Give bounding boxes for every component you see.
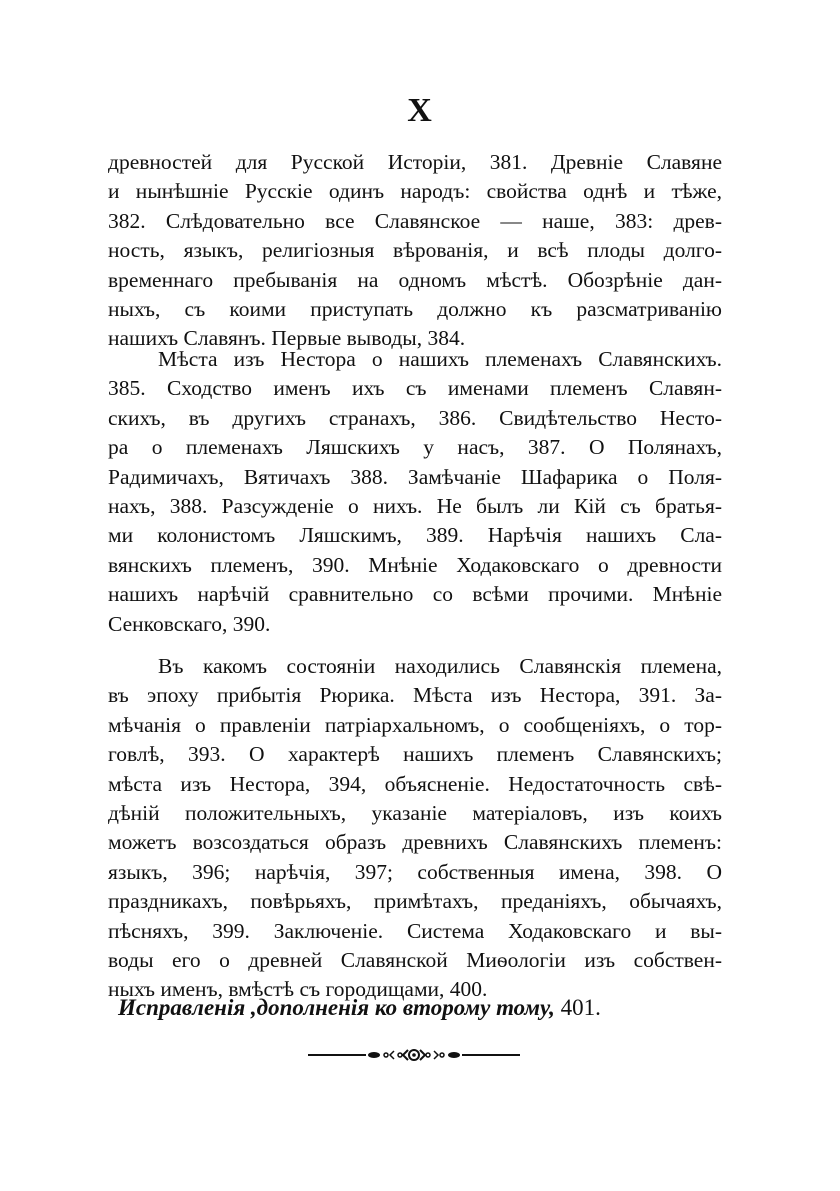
text-line: воды его о древней Славянской Миѳологіи изъ собствен-	[108, 948, 722, 973]
text-line: ра о племенахъ Ляшскихъ у насъ, 387. О Полянахъ,	[108, 435, 722, 460]
text-line: Мѣста изъ Нестора о нашихъ племенахъ Славянскихъ.	[158, 347, 722, 371]
paragraph-1	[108, 148, 722, 354]
text-line: ныхъ, съ коими приступать должно къ разсматриванію	[108, 297, 722, 322]
text-line: нашихъ Славянъ. Первые выводы, 384.	[108, 326, 466, 351]
text-line: временнаго пребыванія на одномъ мѣстѣ. Обозрѣніе дан-	[108, 267, 722, 292]
corrections-title: Исправленія ,дополненія ко второму тому,	[118, 995, 555, 1020]
text-line: 385. Сходство именъ ихъ съ именами племенъ Славян-	[108, 376, 722, 401]
text-line: скихъ, въ другихъ странахъ, 386. Свидѣтельство Несто-	[108, 405, 722, 430]
paragraph-2	[108, 345, 722, 639]
text-line: мѣста изъ Нестора, 394, объясненіе. Недостаточность свѣ-	[108, 771, 722, 796]
page-number: X	[407, 92, 433, 129]
text-line: древностей для Русской Исторіи, 381. Древніе Славяне	[108, 150, 722, 174]
text-line: Радимичахъ, Вятичахъ 388. Замѣчаніе Шафарика о Поля-	[108, 464, 722, 489]
printer-ornament-icon	[308, 1045, 520, 1065]
text-line: и нынѣшніе Русскіе одинъ народъ: свойства однѣ и тѣже,	[108, 179, 722, 204]
text-line: ми колонистомъ Ляшскимъ, 389. Нарѣчія нашихъ Сла-	[108, 523, 722, 548]
text-line: вянскихъ племенъ, 390. Мнѣніе Ходаковскаго о древности	[108, 552, 722, 577]
text-line: ныхъ именъ, вмѣстѣ съ городищами, 400.	[108, 977, 488, 1002]
corrections-page: 401.	[560, 995, 601, 1020]
text-line: нашихъ нарѣчій сравнительно со всѣми прочими. Мнѣніе	[108, 582, 722, 607]
text-line: ность, языкъ, религіозныя вѣрованія, и всѣ плоды долго-	[108, 238, 722, 263]
paragraph-3	[108, 652, 722, 1005]
text-line: праздникахъ, повѣрьяхъ, примѣтахъ, преданіяхъ, обычаяхъ,	[108, 889, 722, 914]
text-line: языкъ, 396; нарѣчія, 397; собственныя имена, 398. О	[108, 859, 722, 884]
text-line: Въ какомъ состояніи находились Славянскія племена,	[158, 654, 722, 678]
text-line: дѣній положительныхъ, указаніе матеріаловъ, изъ коихъ	[108, 801, 722, 826]
text-line: 382. Слѣдовательно все Славянское — наше, 383: древ-	[108, 208, 722, 233]
text-line: говлѣ, 393. О характерѣ нашихъ племенъ Славянскихъ;	[108, 742, 722, 767]
text-line: можетъ возсоздаться образъ древнихъ Славянскихъ племенъ:	[108, 830, 722, 855]
text-line: пѣсняхъ, 399. Заключеніе. Система Ходаковскаго и вы-	[108, 918, 722, 943]
text-line: Сенковскаго, 390.	[108, 611, 271, 636]
text-line: въ эпоху прибытія Рюрика. Мѣста изъ Нестора, 391. За-	[108, 683, 722, 708]
corrections-heading	[118, 995, 718, 1021]
text-line: нахъ, 388. Разсужденіе о нихъ. Не былъ ли Кій съ братья-	[108, 494, 722, 519]
text-line: мѣчанія о правленіи патріархальномъ, о сообщеніяхъ, о тор-	[108, 712, 722, 737]
